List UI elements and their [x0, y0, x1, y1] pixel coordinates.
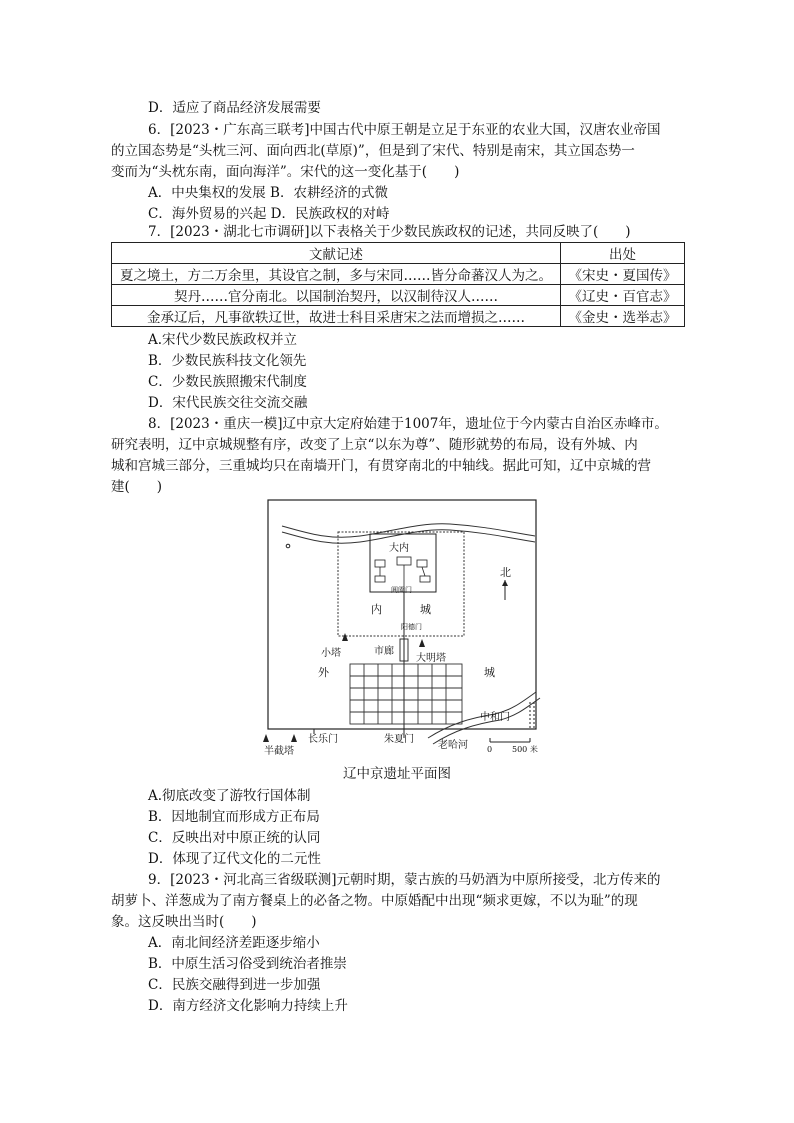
- q7-option-a: A.宋代少数民族政权并立: [148, 332, 298, 348]
- q6-stem-line3: 变而为“头枕东南，面向海洋”。宋代的这一变化基于( ): [111, 164, 460, 180]
- q9-option-a: A．南北间经济差距逐步缩小: [148, 935, 320, 951]
- q6-options-ab: A．中央集权的发展 B．农耕经济的式微: [148, 185, 388, 201]
- table-row: [112, 285, 685, 306]
- q8-option-b: B．因地制宜而形成方正布局: [148, 809, 320, 825]
- label-xiaota: 小塔: [321, 648, 341, 659]
- q8-stem-line3: 城和宫城三部分，三重城均只在南墙开门，有贯穿南北的中轴线。据此可知，辽中京城的营: [111, 458, 651, 474]
- q9-option-b: B．中原生活习俗受到统治者推崇: [148, 956, 347, 972]
- label-laohahe: 老哈河: [438, 740, 468, 751]
- q8-option-a: A.彻底改变了游牧行国体制: [148, 788, 311, 804]
- q8-stem-line1: 8．[2023・重庆一模]辽中京大定府始建于1007年，遗址位于今内蒙古自治区赤峰市。: [148, 416, 668, 432]
- table-cell-record: 夏之境土，方二万余里，其设官之制，多与宋同……皆分命蕃汉人为之。: [112, 264, 561, 285]
- label-changlemen: 长乐门: [308, 734, 338, 745]
- table-row: [112, 264, 685, 285]
- palace-building: [420, 576, 430, 582]
- label-outer: 外: [318, 666, 329, 679]
- label-damingta: 大明塔: [416, 653, 446, 664]
- table-cell-source: 《辽史・百官志》: [561, 285, 685, 306]
- label-scale-0: 0: [487, 745, 493, 754]
- label-changhemen: 阊阖门: [391, 586, 412, 594]
- label-yangdemen: 阳德门: [401, 623, 422, 631]
- table-cell-source: 《宋史・夏国传》: [561, 264, 685, 285]
- label-zhuxiamen: 朱夏门: [384, 734, 414, 745]
- map-caption: 辽中京遗址平面图: [343, 766, 451, 782]
- q8-option-d: D．体现了辽代文化的二元性: [148, 851, 321, 867]
- banjie-pagoda-marker: [263, 734, 269, 742]
- q9-stem-line2: 胡萝卜、洋葱成为了南方餐桌上的必备之物。中原婚配中出现“频求更嫁，不以为耻”的现: [111, 893, 638, 909]
- q5-option-d: D．适应了商品经济发展需要: [148, 100, 321, 116]
- q9-stem-line3: 象。这反映出当时( ): [111, 914, 257, 930]
- q8-option-c: C．反映出对中原正统的认同: [148, 830, 321, 846]
- table-cell-source: 《金史・选举志》: [561, 306, 685, 327]
- changle-gate-marker: [291, 734, 297, 742]
- table-cell-record: 金承辽后，凡事欲轶辽世，故进士科目采唐宋之法而增损之……: [112, 306, 561, 327]
- label-scale-500: 500 米: [512, 745, 538, 754]
- palace-building: [397, 557, 411, 565]
- table-header-source: 出处: [561, 243, 685, 264]
- palace-building: [375, 576, 385, 582]
- label-banjieta: 半截塔: [264, 746, 294, 757]
- ward-grid: [350, 664, 462, 724]
- label-outer-city: 城: [484, 666, 495, 679]
- q8-stem-line4: 建( ): [111, 479, 163, 495]
- q7-stem: 7．[2023・湖北七市调研]以下表格关于少数民族政权的记述，共同反映了( ): [148, 224, 631, 240]
- q6-options-cd: C．海外贸易的兴起 D．民族政权的对峙: [148, 206, 390, 222]
- palace-building: [417, 560, 427, 567]
- q7-option-b: B．少数民族科技文化领先: [148, 353, 307, 369]
- palace-building: [375, 560, 385, 567]
- q6-stem-line1: 6．[2023・广东高三联考]中国古代中原王朝是立足于东亚的农业大国，汉唐农业帝国: [148, 122, 661, 138]
- q9-stem-line1: 9．[2023・河北高三省级联测]元朝时期，蒙古族的马奶酒为中原所接受，北方传来的: [148, 872, 661, 888]
- q6-stem-line2: 的立国态势是“头枕三河、面向西北(草原)”，但是到了宋代、特别是南宋，其立国态势一: [111, 143, 635, 159]
- table-row: [112, 306, 685, 327]
- q7-option-c: C．少数民族照搬宋代制度: [148, 374, 307, 390]
- q9-option-c: C．民族交融得到进一步加强: [148, 977, 321, 993]
- label-danei: 大内: [389, 543, 409, 554]
- label-inner-city: 城: [420, 603, 431, 616]
- daming-pagoda-marker: [419, 639, 425, 647]
- table-cell-record: 契丹……官分南北。以国制治契丹，以汉制待汉人……: [112, 285, 561, 306]
- label-shilang: 市廊: [374, 646, 394, 657]
- q7-source-table: [111, 242, 685, 327]
- label-inner: 内: [371, 603, 382, 616]
- site-dot: [286, 544, 290, 548]
- q7-option-d: D．宋代民族交往交流交融: [148, 395, 308, 411]
- liao-zhongjing-site-map: [250, 496, 550, 766]
- table-header-row: [112, 243, 685, 264]
- label-zhonghemen: 中和门: [480, 712, 510, 723]
- small-pagoda-marker: [342, 633, 348, 641]
- q8-stem-line2: 研究表明，辽中京城规整有序，改变了上京“以东为尊”、随形就势的布局，设有外城、内: [111, 437, 638, 453]
- table-header-record: 文献记述: [112, 243, 561, 264]
- q9-option-d: D．南方经济文化影响力持续上升: [148, 998, 348, 1014]
- label-north: 北: [500, 566, 511, 579]
